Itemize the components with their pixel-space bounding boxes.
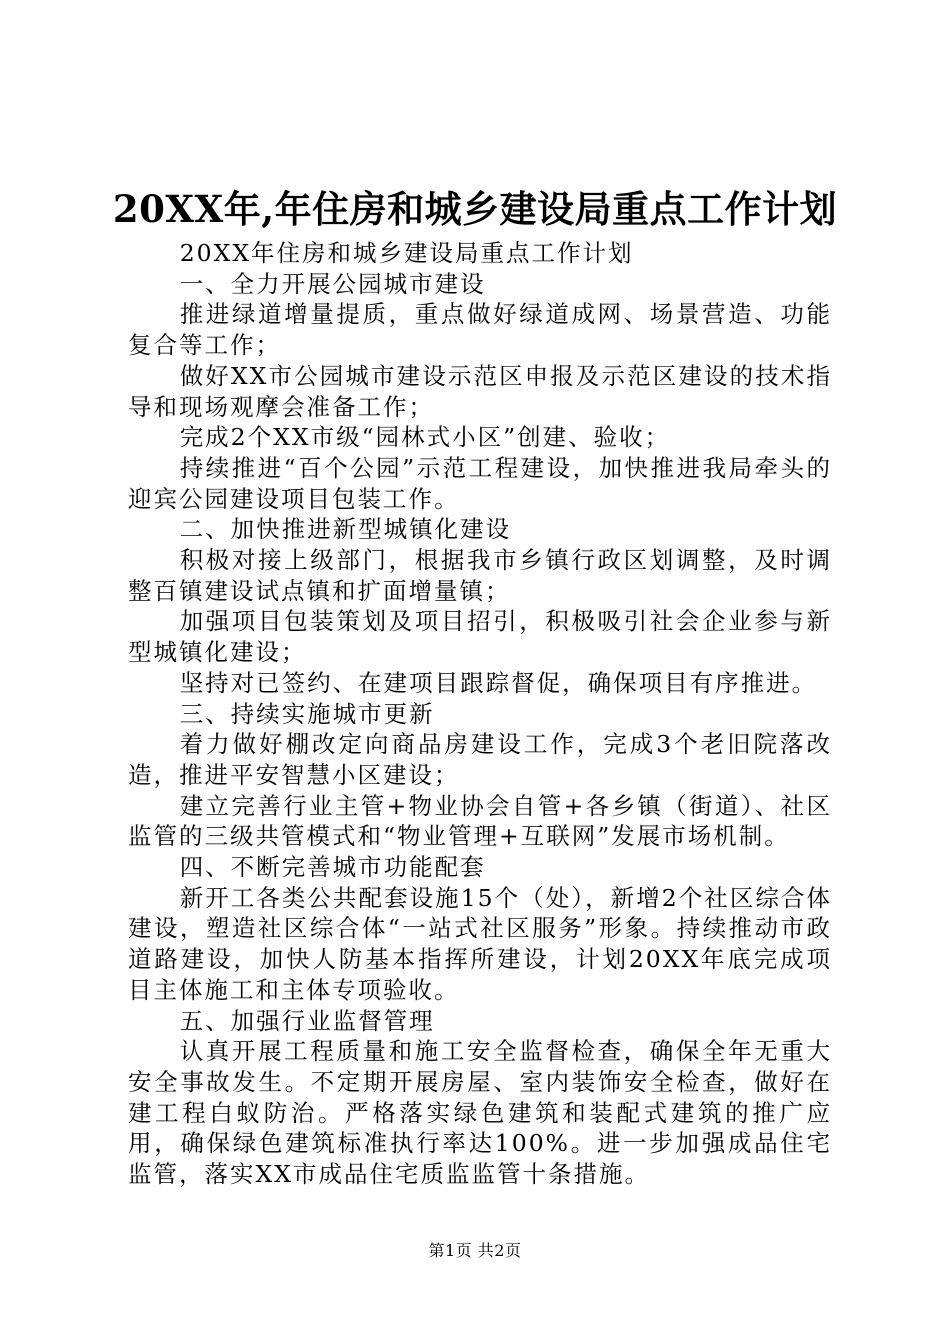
section-heading: 四、不断完善城市功能配套 [179,853,486,882]
paragraph: 完成2个XX市级“园林式小区”创建、验收； [179,423,671,452]
section-heading: 一、全力开展公园城市建设 [179,269,486,298]
paragraph: 认真开展工程质量和施工安全监督检查，确保全年无重大安全事故发生。不定期开展房屋、室内装饰安全检查，做好在建工程白蚁防治。严格落实绿色建筑和装配式建筑的推广应用，确保绿色建筑标准执行率达100%。进一步加强成品住宅监管，落实XX市成品住宅质监监管十条措施。 [128,1037,832,1189]
paragraph: 推进绿道增量提质，重点做好绿道成网、场景营造、功能复合等工作； [128,300,832,360]
paragraph: 加强项目包装策划及项目招引，积极吸引社会企业参与新型城镇化建设； [128,607,832,667]
paragraph: 新开工各类公共配套设施15个（处），新增2个社区综合体建设，塑造社区综合体“一站式社区服务”形象。持续推动市政道路建设，加快人防基本指挥所建设，计划20XX年底完成项目主体施工和主体专项验收。 [128,883,832,1004]
paragraph: 做好XX市公园城市建设示范区申报及示范区建设的技术指导和现场观摩会准备工作； [128,361,832,421]
page-footer: 第1页 共2页 [428,1241,522,1260]
paragraph: 着力做好棚改定向商品房建设工作，完成3个老旧院落改造，推进平安智慧小区建设； [128,730,832,789]
paragraph: 持续推进“百个公园”示范工程建设，加快推进我局牵头的迎宾公园建设项目包装工作。 [128,453,832,513]
document-body [128,238,832,1190]
section-heading: 三、持续实施城市更新 [179,699,435,728]
paragraph: 20XX年住房和城乡建设局重点工作计划 [179,239,634,267]
paragraph: 坚持对已签约、在建项目跟踪督促，确保项目有序推进。 [179,668,818,697]
paragraph: 积极对接上级部门，根据我市乡镇行政区划调整，及时调整百镇建设试点镇和扩面增量镇； [128,546,832,605]
paragraph: 建立完善行业主管+物业协会自管+各乡镇（街道）、社区监管的三级共管模式和“物业管理+互联网”发展市场机制。 [128,791,832,851]
page-title: 20XX年,年住房和城乡建设局重点工作计划 [112,187,838,231]
section-heading: 五、加强行业监督管理 [179,1006,435,1035]
section-heading: 二、加快推进新型城镇化建设 [179,515,512,544]
